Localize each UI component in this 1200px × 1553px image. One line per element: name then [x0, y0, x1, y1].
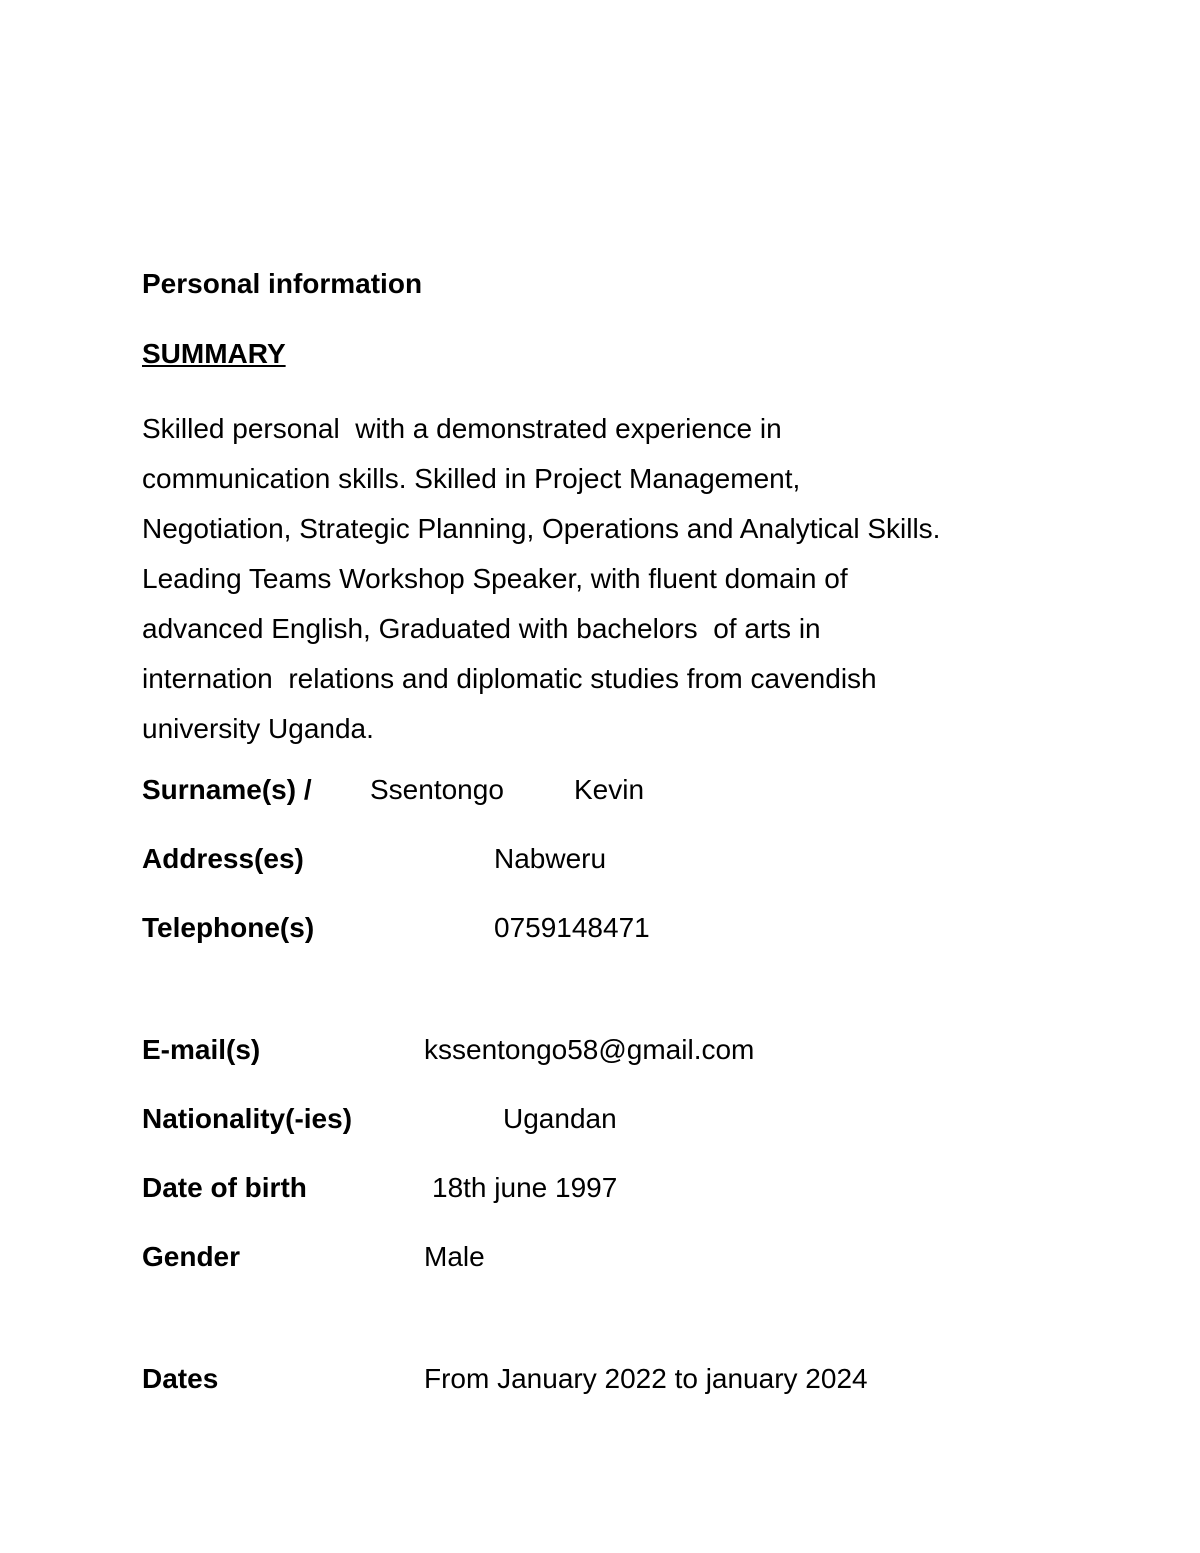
summary-line: Negotiation, Strategic Planning, Operations and Analytical Skills. [142, 513, 941, 544]
dob-value: 18th june 1997 [432, 1172, 618, 1203]
nationality-label: Nationality(-ies) [142, 1103, 353, 1134]
email-value: kssentongo58@gmail.com [424, 1034, 755, 1065]
dob-label: Date of birth [142, 1172, 307, 1203]
summary-line: Skilled personal with a demonstrated experience in [142, 413, 782, 444]
summary-title: SUMMARY [142, 338, 286, 369]
gender-label: Gender [142, 1241, 241, 1272]
summary-paragraph [142, 404, 1102, 754]
summary-line: advanced English, Graduated with bachelors of arts in [142, 613, 821, 644]
surname-label: Surname(s) / [142, 774, 312, 805]
email-label: E-mail(s) [142, 1034, 261, 1065]
firstname-value: Kevin [574, 774, 645, 805]
summary-line: communication skills. Skilled in Project Management, [142, 463, 801, 494]
telephone-label: Telephone(s) [142, 912, 315, 943]
summary-line: Leading Teams Workshop Speaker, with fluent domain of [142, 563, 848, 594]
summary-line: university Uganda. [142, 713, 374, 744]
summary-line: internation relations and diplomatic studies from cavendish [142, 663, 877, 694]
dates-value: From January 2022 to january 2024 [424, 1363, 868, 1394]
address-value: Nabweru [494, 843, 607, 874]
dates-label: Dates [142, 1363, 219, 1394]
section-heading: Personal information [142, 268, 423, 299]
surname-value: Ssentongo [370, 774, 504, 805]
address-label: Address(es) [142, 843, 304, 874]
gender-value: Male [424, 1241, 485, 1272]
nationality-value: Ugandan [503, 1103, 617, 1134]
telephone-value: 0759148471 [494, 912, 650, 943]
